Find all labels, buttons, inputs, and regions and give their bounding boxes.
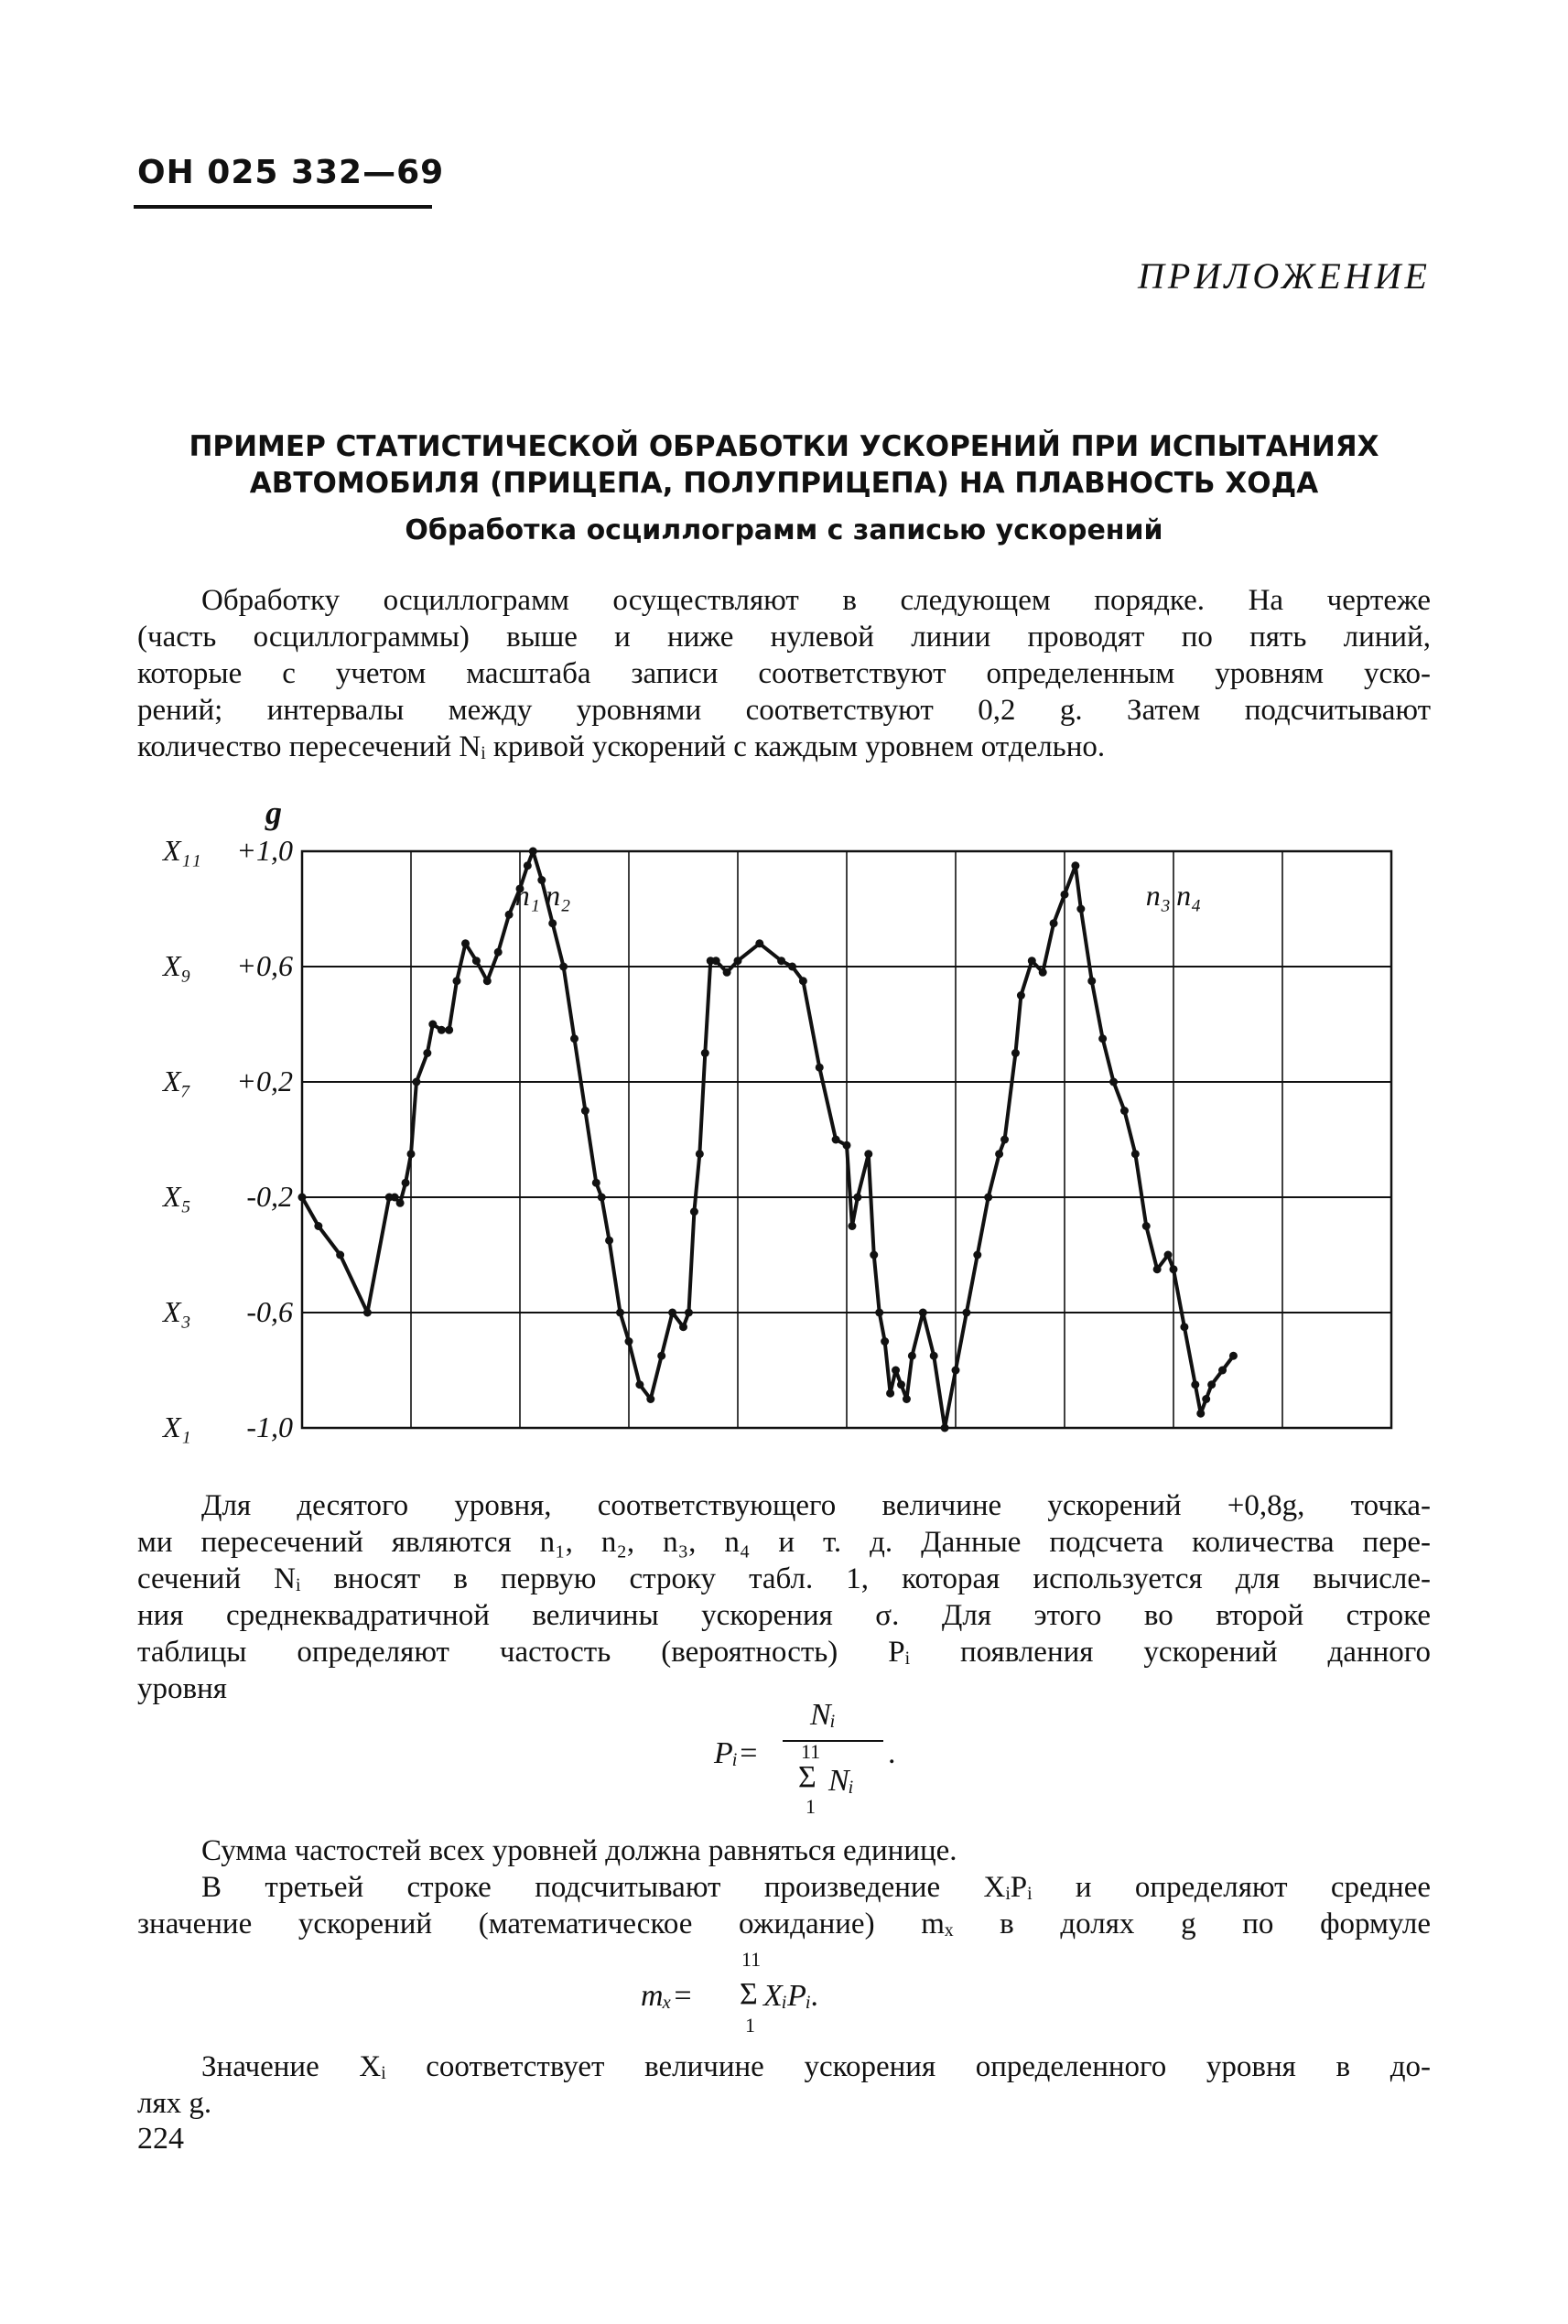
formula1-denominator: Nᵢ [828, 1764, 855, 1798]
data-point [1164, 1251, 1173, 1259]
data-point [903, 1395, 911, 1403]
crossing-annotation: n₂ [546, 879, 571, 912]
acceleration-curve [302, 851, 1233, 1428]
data-point [1076, 905, 1085, 913]
data-point [616, 1309, 624, 1317]
formula1-numerator: Nᵢ [810, 1698, 837, 1732]
y-level-label: X₉ [163, 949, 191, 982]
sum-line: Сумма частостей всех уровней должна равняться единице. [201, 1834, 957, 1867]
y-tick-label: -1,0 [246, 1411, 293, 1443]
y-tick-label: +1,0 [236, 834, 293, 867]
y-tick-label: +0,6 [236, 949, 293, 982]
data-point [679, 1323, 687, 1331]
data-point [1180, 1323, 1188, 1331]
third-row-line: значение ускорений (математическое ожидание) mₓ в долях g по формуле [137, 1908, 1431, 1940]
data-point [625, 1337, 633, 1346]
data-point [581, 1107, 589, 1115]
data-point [1011, 1049, 1020, 1057]
sum-paragraph [137, 1832, 1431, 1869]
data-point [832, 1136, 840, 1144]
data-point [605, 1237, 613, 1245]
data-point [1028, 957, 1036, 965]
data-point [1061, 891, 1069, 899]
data-point [870, 1251, 878, 1259]
intro-line: количество пересечений Nᵢ кривой ускорений с каждым уровнем отдельно. [137, 730, 1106, 763]
data-point [548, 919, 557, 927]
sigma-symbol: Σ [740, 1977, 758, 2011]
crossing-annotation: n₄ [1176, 879, 1202, 912]
header-rule [134, 205, 432, 209]
data-point [1196, 1410, 1205, 1418]
body-line: ми пересечений являются n₁, n₂, n₃, n₄ и т. д. Данные подсчета количества пере- [137, 1526, 1431, 1559]
sigma-symbol: Σ [798, 1760, 816, 1794]
data-point [1191, 1380, 1199, 1389]
data-point [995, 1150, 1003, 1158]
data-point [336, 1251, 344, 1259]
body-line: ния среднеквадратичной величины ускорения σ. Для этого во второй строке [137, 1599, 1431, 1632]
xi-paragraph [137, 2048, 1431, 2122]
page-number: 224 [137, 2122, 184, 2156]
y-tick-label: -0,6 [246, 1295, 293, 1328]
data-point [407, 1150, 416, 1158]
data-point [973, 1251, 981, 1259]
data-point [1218, 1367, 1227, 1375]
data-point [461, 939, 470, 947]
formula1-sum-top: 11 [801, 1740, 821, 1763]
data-point [919, 1309, 927, 1317]
data-point [483, 977, 492, 985]
mean-formula [641, 1948, 934, 2048]
probability-formula [714, 1698, 952, 1821]
data-point [1087, 977, 1096, 985]
data-point [598, 1194, 606, 1202]
data-point [494, 948, 503, 957]
data-point [696, 1150, 704, 1158]
data-point [1120, 1107, 1129, 1115]
data-point [1229, 1352, 1238, 1360]
data-point [892, 1367, 900, 1375]
data-point [1142, 1222, 1151, 1230]
xi-line: лях g. [137, 2087, 212, 2120]
data-point [445, 1026, 453, 1034]
data-point [1153, 1265, 1162, 1273]
data-point [1207, 1380, 1216, 1389]
data-point [363, 1309, 372, 1317]
y-level-label: X₃ [163, 1295, 191, 1328]
oscillogram-chart [137, 787, 1431, 1455]
formula1-sum-bottom: 1 [806, 1795, 816, 1818]
title-line-2: АВТОМОБИЛЯ (ПРИЦЕПА, ПОЛУПРИЦЕПА) НА ПЛАВНОСТЬ ХОДА [249, 467, 1319, 500]
data-point [1071, 861, 1079, 870]
data-point [1000, 1136, 1009, 1144]
intro-paragraph [137, 582, 1431, 765]
data-point [843, 1141, 851, 1150]
data-point [685, 1309, 693, 1317]
data-point [723, 968, 731, 977]
data-point [1202, 1395, 1210, 1403]
data-point [984, 1194, 992, 1202]
data-point [646, 1395, 654, 1403]
data-point [505, 911, 514, 919]
y-level-label: X₇ [163, 1065, 191, 1097]
data-point [816, 1064, 824, 1072]
data-point [881, 1337, 889, 1346]
data-point [897, 1380, 905, 1389]
data-point [396, 1199, 405, 1207]
formula2-sum-top: 11 [741, 1948, 762, 1971]
intro-line: (часть осциллограммы) выше и ниже нулевой линии проводят по пять линий, [137, 621, 1431, 654]
intro-line: Обработку осциллограмм осуществляют в следующем порядке. На чертеже [201, 584, 1431, 617]
data-point [570, 1034, 579, 1043]
data-point [886, 1389, 894, 1398]
data-point [755, 939, 763, 947]
body-line: уровня [137, 1672, 227, 1705]
data-point [1039, 968, 1047, 977]
data-point [592, 1179, 600, 1187]
formula2-lhs: mₓ= [641, 1979, 694, 2013]
data-point [1131, 1150, 1140, 1158]
data-point [1098, 1034, 1107, 1043]
data-point [298, 1194, 307, 1202]
data-point [952, 1367, 960, 1375]
body-paragraph [137, 1487, 1431, 1707]
data-point [788, 963, 796, 971]
data-point [1050, 919, 1058, 927]
data-point [864, 1150, 872, 1158]
third-row-line: В третьей строке подсчитывают произведение XᵢPᵢ и определяют среднее [201, 1871, 1431, 1904]
third-row-paragraph [137, 1869, 1431, 1942]
data-point [524, 861, 532, 870]
data-point [1017, 991, 1025, 1000]
intro-line: которые с учетом масштаба записи соответствуют определенным уровням уско- [137, 657, 1431, 690]
crossing-annotation: n₁ [514, 879, 540, 912]
intro-line: рений; интервалы между уровнями соответствуют 0,2 g. Затем подсчитывают [137, 694, 1431, 727]
y-axis-label: g [265, 794, 282, 831]
data-point [690, 1207, 698, 1216]
xi-line: Значение Xᵢ соответствует величине ускорения определенного уровня в до- [201, 2050, 1431, 2083]
crossing-annotation: n₃ [1145, 879, 1171, 912]
data-point [314, 1222, 322, 1230]
body-line: таблицы определяют частость (вероятность) Pᵢ появления ускорений данного [137, 1636, 1431, 1669]
data-point [452, 977, 460, 985]
data-point [529, 848, 537, 856]
y-tick-label: -0,2 [246, 1180, 293, 1213]
data-point [799, 977, 807, 985]
data-point [908, 1352, 916, 1360]
data-point [853, 1194, 861, 1202]
data-point [1170, 1265, 1178, 1273]
data-point [962, 1309, 970, 1317]
y-level-label: X₁₁ [163, 834, 201, 867]
y-tick-label: +0,2 [236, 1065, 293, 1097]
section-subtitle: Обработка осциллограмм с записью ускорений [405, 514, 1163, 546]
y-level-label: X₅ [163, 1180, 191, 1213]
data-point [712, 957, 720, 965]
body-line: сечений Nᵢ вносят в первую строку табл. 1, которая используется для вычисле- [137, 1562, 1431, 1595]
data-point [848, 1222, 856, 1230]
data-point [1109, 1078, 1118, 1086]
data-point [438, 1026, 446, 1034]
appendix-label: ПРИЛОЖЕНИЕ [1138, 255, 1431, 297]
title-line-1: ПРИМЕР СТАТИСТИЧЕСКОЙ ОБРАБОТКИ УСКОРЕНИЙ ПРИ ИСПЫТАНИЯХ [189, 430, 1379, 463]
formula1-period: . [888, 1736, 896, 1770]
data-point [428, 1021, 437, 1029]
data-point [734, 957, 742, 965]
data-point [635, 1380, 643, 1389]
formula2-sum-bottom: 1 [745, 2014, 755, 2037]
data-point [657, 1352, 665, 1360]
document-code: ОН 025 332—69 [137, 154, 445, 191]
data-point [668, 1309, 676, 1317]
formula2-body: XᵢPᵢ. [763, 1979, 819, 2013]
fraction-bar [783, 1740, 883, 1742]
data-point [777, 957, 785, 965]
data-point [412, 1078, 420, 1086]
data-point [941, 1424, 949, 1432]
data-point [930, 1352, 938, 1360]
data-point [472, 957, 481, 965]
data-point [423, 1049, 431, 1057]
y-level-label: X₁ [163, 1411, 191, 1443]
data-point [402, 1179, 410, 1187]
body-line: Для десятого уровня, соответствующего величине ускорений +0,8g, точка- [201, 1489, 1431, 1522]
data-point [875, 1309, 883, 1317]
data-point [701, 1049, 709, 1057]
data-point [559, 963, 568, 971]
formula1-lhs: Pᵢ= [714, 1736, 760, 1770]
